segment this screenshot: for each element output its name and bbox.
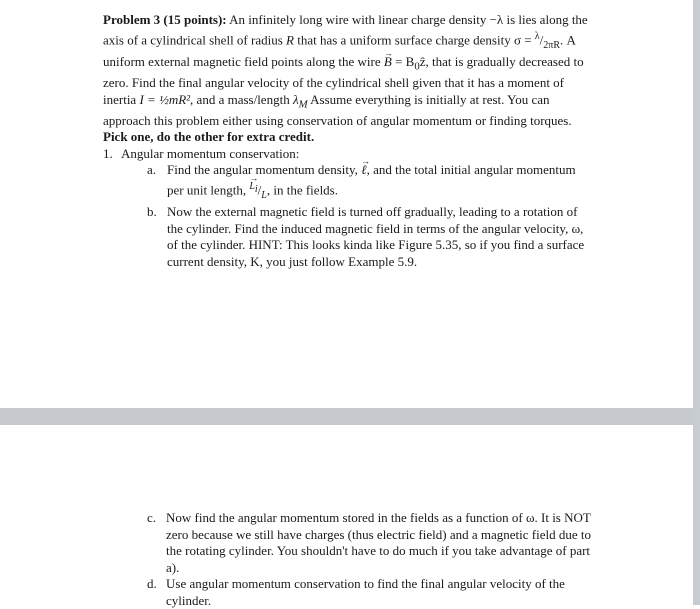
item-d-text: Use angular momentum conservation to find the final angular velocity of the cylinder.	[166, 576, 565, 608]
item-b	[147, 204, 593, 270]
item-letter: a.	[147, 162, 157, 178]
problem-statement	[103, 12, 593, 146]
item-letter: d.	[147, 576, 157, 591]
part-1-heading	[103, 146, 593, 163]
problem-text: . A uniform external magnetic field points along the wire	[103, 31, 576, 69]
part-1	[103, 146, 593, 270]
extra-credit-note: Pick one, do the other for extra credit.	[103, 129, 315, 145]
sigma-denominator: 2πR	[543, 39, 560, 51]
frac-denominator: L	[261, 189, 267, 201]
frac-numerator-sub: i	[254, 183, 258, 195]
problem-heading: Problem 3 (15 points):	[103, 12, 227, 27]
item-c-text: Now find the angular momentum stored in the fields as a function of ω. It is NOT zero because we still have charges (thus electric field) and a magnetic field due to the rotating cylinder. You shouldn't have to do much if you take advantage of part a).	[166, 510, 591, 575]
problem-text: , and a mass/length	[190, 91, 293, 107]
problem-text: An infinitely long wire with linear charge density −λ is lies along the axis of a cylindrical shell of radius	[103, 12, 588, 47]
problem-text: Assume everything is initially at rest. You can approach this problem either using conservation of angular momentum or finding torques.	[103, 91, 572, 128]
scrollbar-edge[interactable]	[693, 0, 700, 605]
frac-numerator: → L	[249, 179, 255, 196]
item-letter: c.	[147, 510, 157, 525]
item-a	[147, 162, 593, 204]
part-number: 1.	[103, 145, 113, 161]
sigma-fraction: $^\lambda/_{2\pi R}$	[534, 30, 560, 51]
lambda-m-subscript: M	[298, 98, 308, 111]
problem-text: ẑ, that is gradually decreased to zero. Find the final angular velocity of the cylindrical shell given that it has a moment of inertia	[103, 53, 584, 107]
problem-text: that has a uniform surface charge density σ =	[293, 31, 535, 47]
inertia-formula: I = ½mR²	[139, 91, 191, 107]
ell-symbol: → ℓ	[361, 162, 366, 179]
problem-text: = B	[391, 53, 415, 69]
item-d	[147, 576, 602, 609]
lambda-m-symbol: λ	[292, 91, 299, 107]
b-vector: → B	[384, 54, 392, 71]
momentum-fraction: → $^{L_i}/_L$	[249, 179, 267, 204]
item-b-text: Now the external magnetic field is turned off gradually, leading to a rotation of the cylinder. Find the induced magnetic field in terms of the angular velocity, ω, of the cylinder. HINT: This looks kinda like Figure 5.35, so if you find a surface current density, K, you just follow Example 5.9.	[167, 204, 585, 269]
problem-page-top	[103, 12, 593, 270]
item-letter: b.	[147, 204, 157, 220]
item-c	[147, 510, 602, 576]
sigma-numerator: λ	[534, 30, 540, 42]
item-a-text: , in the fields.	[266, 181, 338, 197]
item-a-text: , and the total initial angular momentum per unit length,	[167, 162, 576, 197]
part-title: Angular momentum conservation:	[121, 145, 300, 161]
radius-symbol: R	[286, 31, 294, 47]
item-a-text: Find the angular momentum density,	[167, 162, 362, 178]
b-zero-subscript: 0	[414, 60, 420, 73]
page-divider	[0, 408, 693, 425]
problem-page-bottom	[147, 510, 602, 609]
